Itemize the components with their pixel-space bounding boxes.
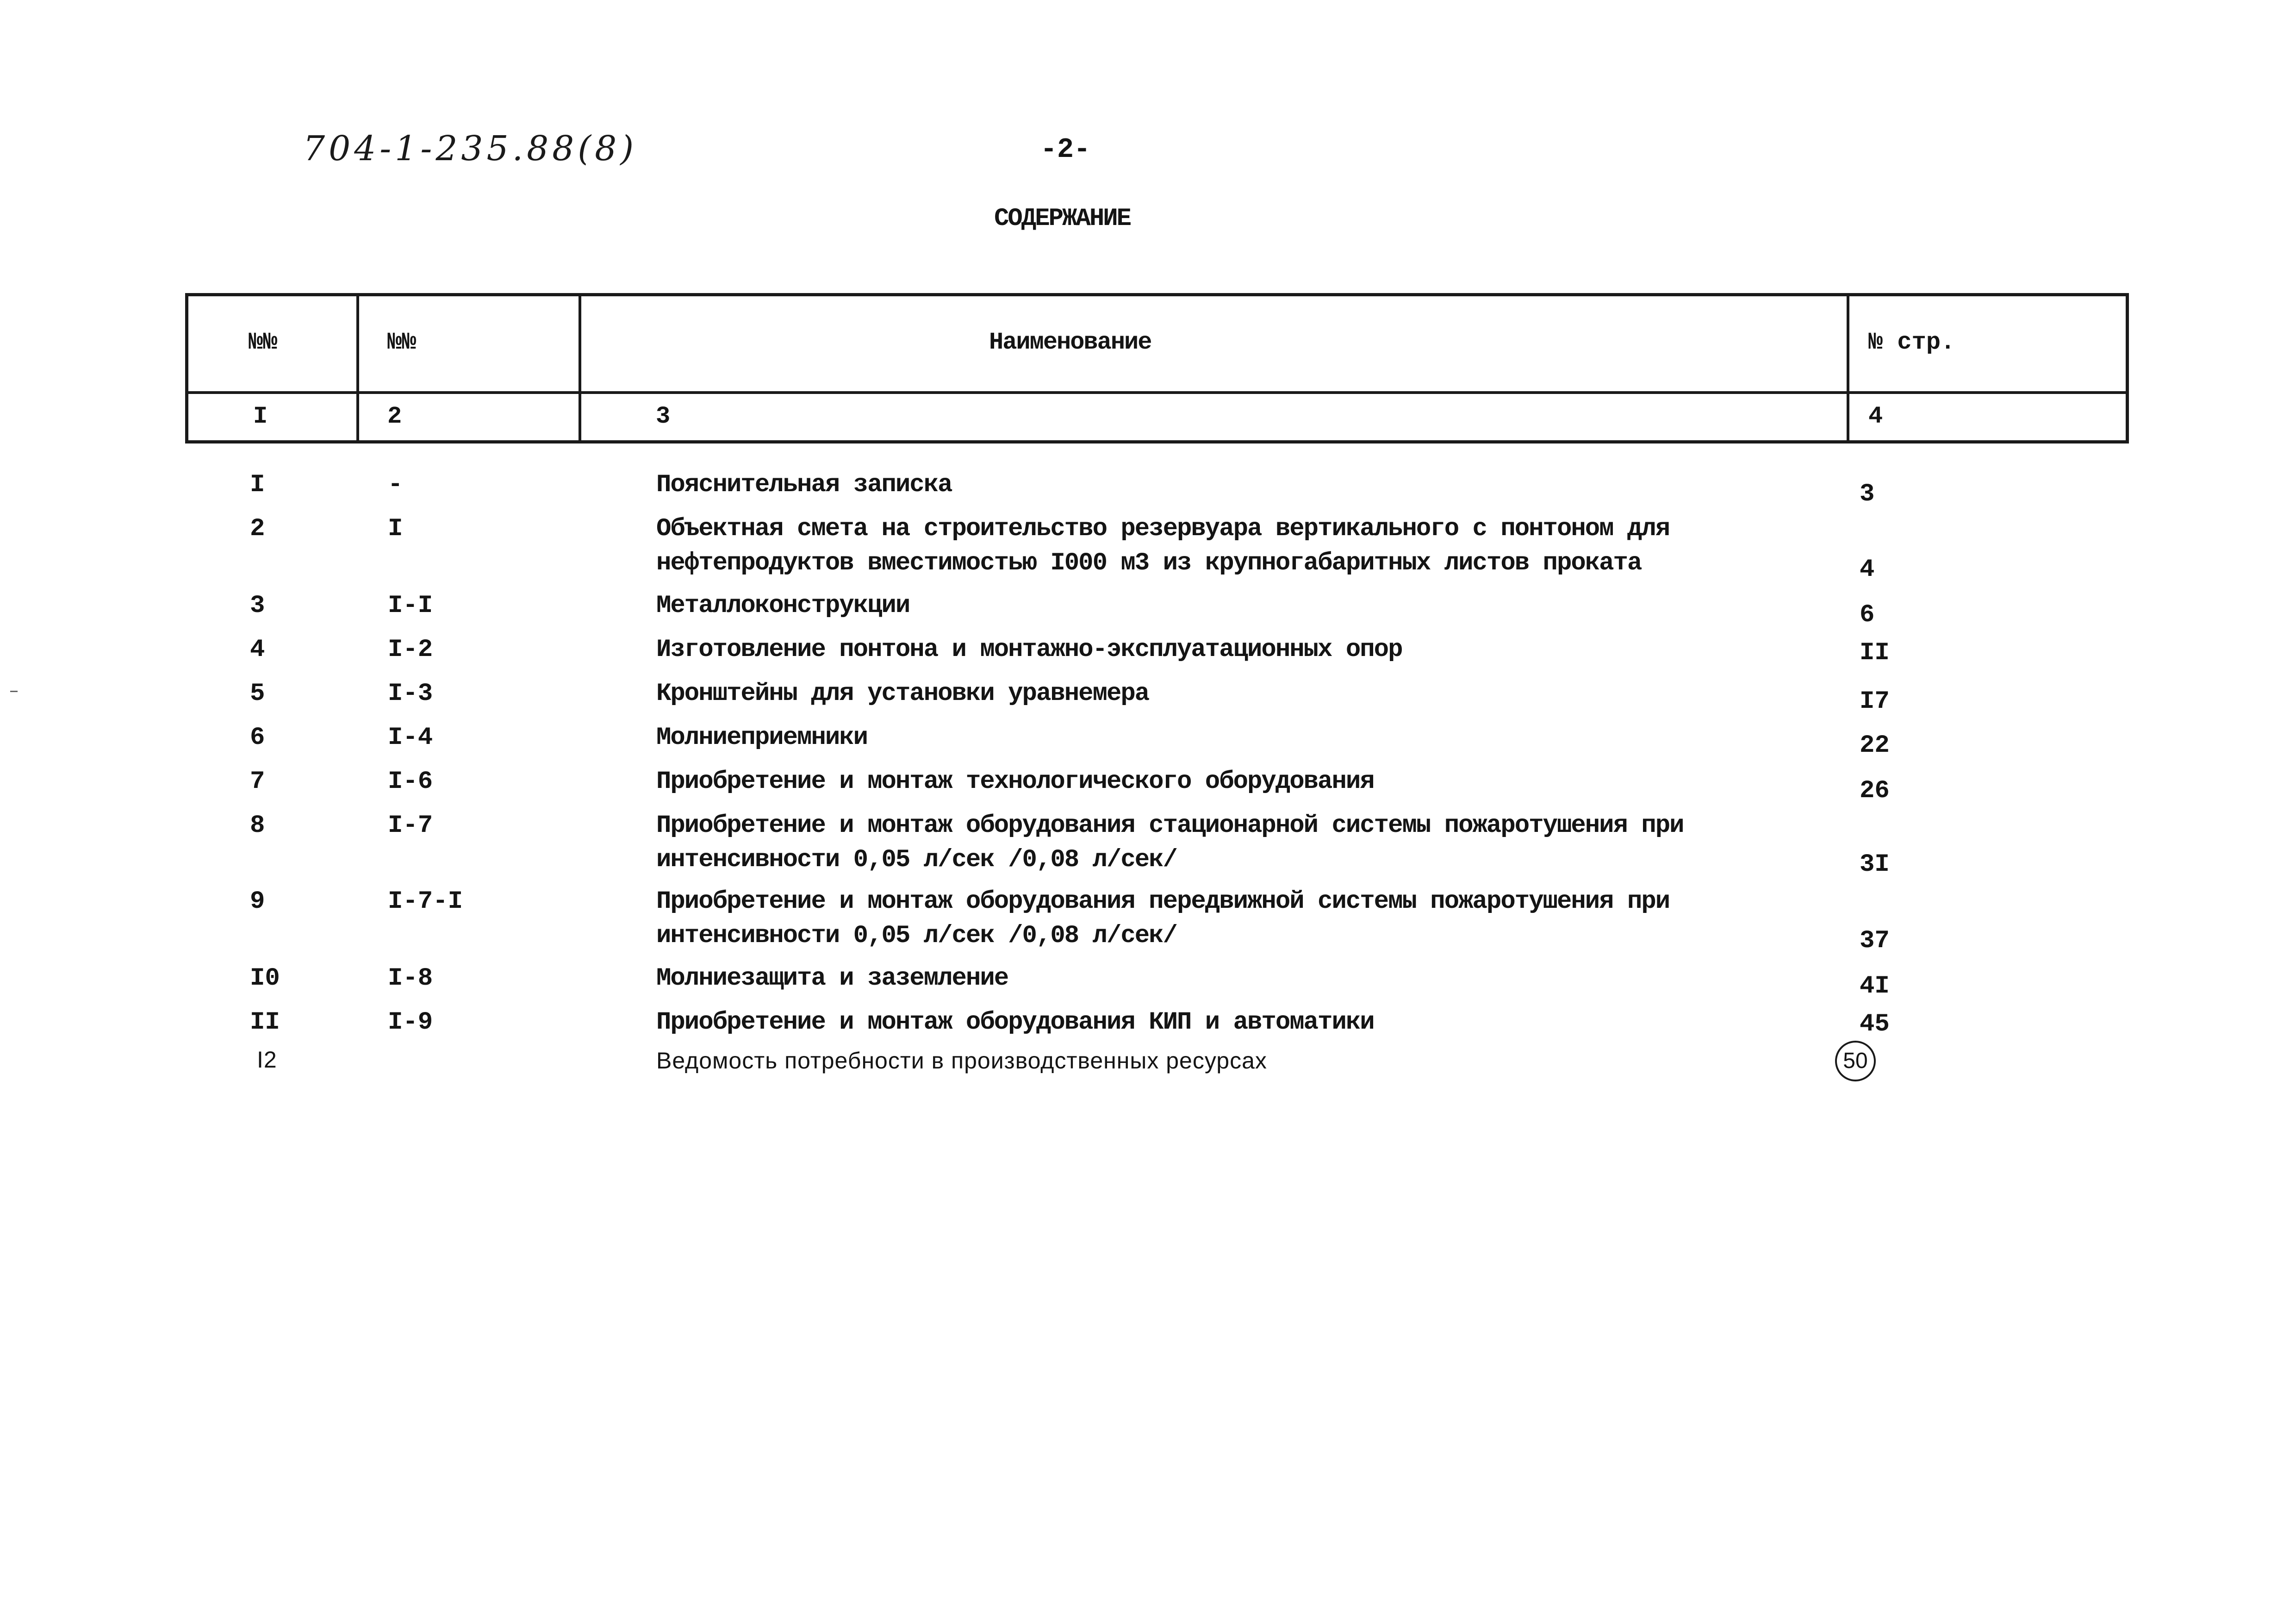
row-page: 6 [1860,601,1875,629]
row-page: 3 [1860,480,1875,508]
row-title: Металлоконструкции [656,592,910,620]
row-number: 8 [250,812,265,840]
page-number: -2- [1040,134,1091,166]
row-number: I0 [250,964,280,993]
header-col1: №№ [249,329,278,356]
row-page: 4 [1860,556,1875,584]
row-number: 2 [250,515,265,543]
margin-mark [10,691,18,692]
row-code: I-2 [388,636,433,664]
circled-page-number: 50 [1835,1041,1876,1081]
row-page: 4I [1860,972,1890,1000]
row-code: I-7-I [388,887,463,916]
row-title: Молниеприемники [656,724,868,752]
row-title-line2: нефтепродуктов вместимостью I000 м3 из крупногабаритных листов проката [656,549,1642,577]
row-page: 22 [1860,731,1890,760]
table-header [185,293,2129,443]
row-title: Изготовление понтона и монтажно-эксплуатационных опор [656,636,1402,664]
row-title: Приобретение и монтаж оборудования передвижной системы пожаротушения при [656,887,1670,916]
header-col3: Наименование [989,329,1151,356]
header-num2: 2 [387,403,402,430]
row-code: I-I [388,592,433,620]
row-code: I-4 [388,724,433,752]
column-divider [579,296,581,440]
row-title-line2: интенсивности 0,05 л/сек /0,08 л/сек/ [656,922,1177,950]
row-code: I-9 [388,1008,433,1037]
row-title: Пояснительная записка [656,471,952,499]
row-code: I-6 [388,768,433,796]
row-page: 26 [1860,777,1890,805]
row-title: Приобретение и монтаж оборудования стационарной системы пожаротушения при [656,812,1684,840]
header-num4: 4 [1868,403,1883,430]
row-number: 5 [250,680,265,708]
header-col4: № стр. [1868,329,1955,356]
row-code: I [388,515,403,543]
row-title: Ведомость потребности в производственных ресурсах [656,1048,1267,1074]
row-number: 4 [250,636,265,664]
header-divider [188,391,2126,394]
row-title: Приобретение и монтаж технологического оборудования [656,768,1374,796]
row-page: II [1860,639,1890,667]
row-page: I7 [1860,687,1890,716]
row-number: I [250,471,265,499]
row-page: 3I [1860,850,1890,879]
row-number: 9 [250,887,265,916]
row-code: I-3 [388,680,433,708]
row-title: Приобретение и монтаж оборудования КИП и автоматики [656,1008,1374,1037]
row-number: 3 [250,592,265,620]
header-col2: №№ [387,329,417,356]
row-page: 45 [1860,1010,1890,1038]
row-number: 7 [250,768,265,796]
row-title: Молниезащита и заземление [656,964,1008,993]
row-title-line2: интенсивности 0,05 л/сек /0,08 л/сек/ [656,846,1177,874]
column-divider [1847,296,1849,440]
row-title: Объектная смета на строительство резервуара вертикального с понтоном для [656,515,1670,543]
row-title: Кронштейны для установки уравнемера [656,680,1149,708]
page-title: СОДЕРЖАНИЕ [994,205,1131,233]
row-page: 37 [1860,927,1890,955]
row-code: I-8 [388,964,433,993]
header-num3: 3 [656,403,671,430]
header-num1: I [253,403,268,430]
row-number: 6 [250,724,265,752]
column-divider [356,296,359,440]
row-number: I2 [257,1047,277,1073]
row-code: - [388,471,403,499]
row-code: I-7 [388,812,433,840]
row-number: II [250,1008,280,1037]
document-number: 704-1-235.88(8) [303,129,638,169]
row-page-circled [1835,1041,1876,1081]
